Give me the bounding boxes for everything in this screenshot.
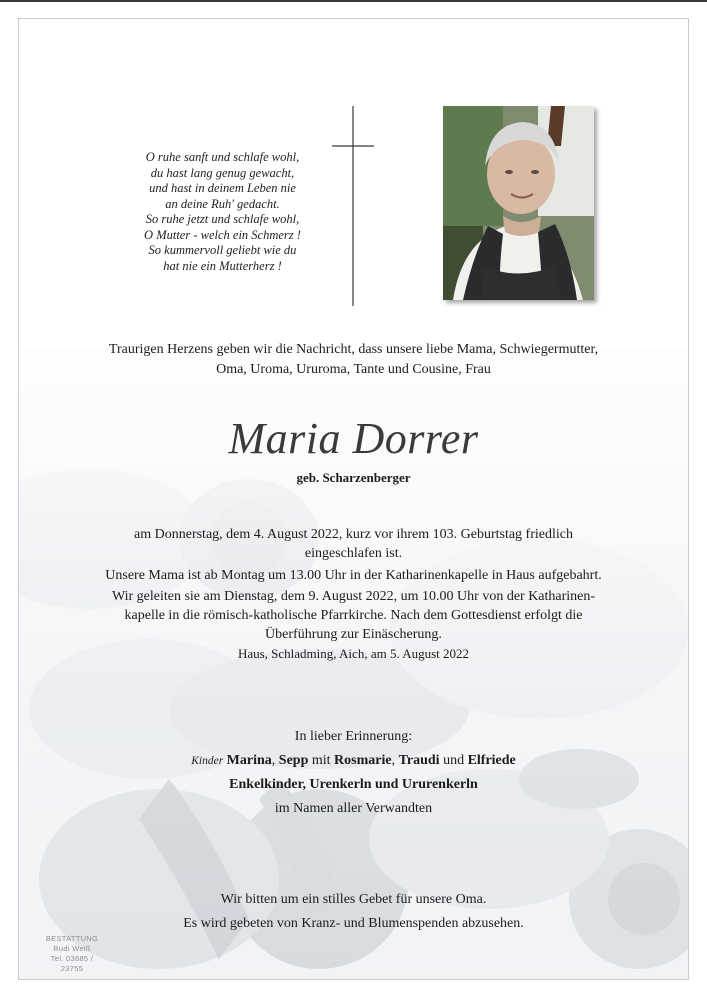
- prayer-request: Wir bitten um ein stilles Gebet für unsere Oma.: [220, 892, 487, 907]
- undertaker-line: Tel. 03685 / 23755: [50, 954, 94, 973]
- undertaker-line: Rudi Weiß: [53, 944, 91, 953]
- connector-text: und: [443, 753, 465, 768]
- grandchildren-line: [18, 773, 689, 797]
- poem-line: O ruhe sanft und schlafe wohl,: [145, 150, 300, 164]
- memorial-poem: [120, 150, 325, 274]
- death-line: am Donnerstag, dem 4. August 2022, kurz vor ihrem 103. Geburtstag friedlich: [134, 527, 573, 542]
- announcement-line: Oma, Uroma, Ururoma, Tante und Cousine, Frau: [216, 362, 491, 377]
- portrait-photo: [443, 106, 594, 300]
- connector-text: mit: [311, 753, 331, 768]
- poem-line: So kummervoll geliebt wie du: [148, 243, 297, 257]
- birth-name: geb. Scharzenberger: [296, 470, 411, 485]
- death-notice: [18, 525, 689, 563]
- place-and-date: Haus, Schladming, Aich, am 5. August 2022: [237, 646, 470, 661]
- funeral-line: Überführung zur Einäscherung.: [265, 627, 442, 642]
- child-name: Elfriede: [467, 753, 516, 768]
- funeral-notice: [18, 587, 689, 644]
- laid-out-notice: Unsere Mama ist ab Montag um 13.00 Uhr in der Katharinenkapelle in Haus aufgebahrt.: [105, 568, 602, 583]
- memory-heading: In lieber Erinnerung:: [294, 729, 413, 744]
- deceased-name: Maria Dorrer: [228, 414, 479, 463]
- cross-icon: [330, 106, 376, 306]
- announcement-line: Traurigen Herzens geben wir die Nachricht, dass unsere liebe Mama, Schwiegermutter,: [108, 342, 599, 357]
- announcement: [18, 340, 689, 380]
- child-partner-name: Rosmarie: [334, 753, 392, 768]
- kinder-label: Kinder: [191, 755, 224, 767]
- child-name: Traudi: [398, 753, 440, 768]
- funeral-line: Wir geleiten sie am Dienstag, dem 9. August 2022, um 10.00 Uhr von der Katharinen-: [111, 589, 596, 604]
- undertaker-line: BESTATTUNG: [45, 934, 99, 943]
- poem-line: an deine Ruh' gedacht.: [165, 196, 280, 211]
- child-name: Sepp: [278, 753, 309, 768]
- poem-line: O Mutter - welch ein Schmerz !: [144, 227, 301, 242]
- poem-line: So ruhe jetzt und schlafe wohl,: [145, 212, 300, 226]
- undertaker-stamp: [40, 934, 104, 974]
- flower-request: Es wird gebeten von Kranz- und Blumenspenden abzusehen.: [183, 916, 524, 931]
- poem-line: du hast lang genug gewacht,: [150, 165, 295, 180]
- death-line: eingeschlafen ist.: [304, 546, 403, 561]
- poem-line: und hast in deinem Leben nie: [149, 181, 296, 195]
- top-edge-rule: [0, 0, 707, 2]
- closing-requests: [18, 888, 689, 936]
- relatives-line: im Namen aller Verwandten: [274, 801, 433, 816]
- funeral-line: kapelle in die römisch-katholische Pfarrkirche. Nach dem Gottesdienst erfolgt die: [124, 608, 583, 623]
- grandchildren-text: Enkelkinder, Urenkerln und Ururenkerln: [229, 777, 478, 792]
- mourners-section: [18, 725, 689, 821]
- child-name: Marina: [226, 753, 272, 768]
- children-line: Kinder Marina, Sepp mit Rosmarie, Traudi und Elfriede: [191, 753, 516, 768]
- poem-line: hat nie ein Mutterherz !: [163, 258, 282, 273]
